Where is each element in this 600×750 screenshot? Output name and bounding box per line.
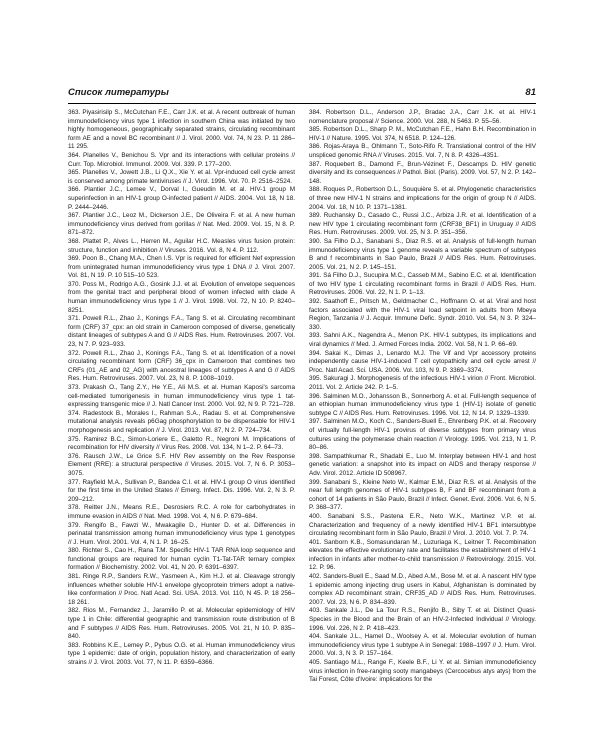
reference-entry: 403. Sankale J.L., De La Tour R.S., Renjifo B., Siby T. et al. Distinct Quasi-Species in the Blood and the Brain of an HIV-2-Infected Individual // Virology. 1996. Vol. 226, N 2. P. 418–423. <box>309 607 536 632</box>
reference-entry: 404. Sankale J.L., Hamel D., Woolsey A. et al. Molecular evolution of human immunodeficiency virus type 1 subtype A in Senegal: 1988–1997 // J. Hum. Virol. 2000. Vol. 3, N 3. P. 157–164. <box>309 633 536 658</box>
running-head <box>68 87 536 104</box>
reference-entry: 398. Sampathkumar R., Shadabi E., Luo M. Interplay between HIV-1 and host genetic variation: a snapshot into its impact on AIDS and therapy response // Adv. Virol. 2012. Article ID 508967. <box>309 452 536 477</box>
reference-entry: 387. Roquebert B., Damond F., Brun-Vézinet F., Descamps D. HIV genetic diversity and its consequences // Pathol. Biol. (Paris). 2009. Vol. 57, N 2. P. 142–148. <box>309 160 536 185</box>
reference-entry: 369. Poon B., Chang M.A., Chen I.S. Vpr is required for efficient Nef expression from unintegrated human immunodeficiency virus type 1 DNA // J. Virol. 2007. Vol. 81, N 19. P. 10 515–10 523. <box>68 255 295 280</box>
reference-entry: 397. Salminen M.O., Koch C., Sanders-Buell E., Ehrenberg P.K. et al. Recovery of virtually full-length HIV-1 provirus of diverse subtypes from primary virus cultures using the polymerase chain reaction // Virology. 1995. Vol. 213, N 1. P. 80–86. <box>309 418 536 452</box>
reference-entry: 367. Plantier J.C., Leoz M., Dickerson J.E., De Oliveira F. et al. A new human immunodeficiency virus derived from gorillas // Nat. Med. 2009. Vol. 15, N 8. P. 871–872. <box>68 212 295 237</box>
reference-entry: 375. Ramirez B.C., Simon-Loriere E., Galetto R., Negroni M. Implications of recombination for HIV diversity // Virus Res. 2008. Vol. 134, N 1–2. P. 64–73. <box>68 435 295 452</box>
reference-entry: 371. Powell R.L., Zhao J., Konings F.A., Tang S. et al. Circulating recombinant form (CRF) 37_cpx: an old strain in Cameroon composed of diverse, genetically distant lineages of subtypes A and G // AIDS Res. Hum. Retroviruses. 2007. Vol. 23, N 7. P. 923–933. <box>68 315 295 349</box>
reference-entry: 382. Rios M., Fernandez J., Jaramillo P. et al. Molecular epidemiology of HIV type 1 in Chile: differential geographic and transmission route distribution of B and F subtypes // AIDS Res. Hum. Retroviruses. 2005. Vol. 21, N 10. P. 835–840. <box>68 607 295 641</box>
reference-column-left <box>68 109 295 743</box>
reference-entry: 402. Sanders-Buell E., Saad M.D., Abed A.M., Bose M. et al. A nascent HIV type 1 epidemic among injecting drug users in Kabul, Afghanistan is dominated by complex AD recombinant strain, CRF35_AD // AIDS Res. Hum. Retroviruses. 2007. Vol. 23, N 6. P. 834–839. <box>309 573 536 606</box>
reference-entry: 364. Planelles V., Benichou S. Vpr and its interactions with cellular proteins // Curr. Top. Microbiol. Immunol. 2009. Vol. 339. P. 177–200. <box>68 151 295 168</box>
reference-column-right <box>309 109 536 743</box>
reference-entry: 389. Ruchansky D., Casado C., Russi J.C., Arbiza J.R. et al. Identification of a new HIV type 1 circulating recombinant form (CRF38_BF1) in Uruguay // AIDS Res. Hum. Retroviruses. 2009. Vol. 25, N 3. P. 351–356. <box>309 212 536 237</box>
reference-entry: 370. Poss M., Rodrigo A.G., Gosink J.J. et al. Evolution of envelope sequences from the genital tract and peripheral blood of women infected with clade A human immunodeficiency virus type 1 // J. Virol. 1998. Vol. 72, N 10. P. 8240–8251. <box>68 280 295 314</box>
reference-entry: 392. Saathoff E., Pritsch M., Geldmacher C., Hoffmann O. et al. Viral and host factors associated with the HIV-1 viral load setpoint in adults from Mbeya Region, Tanzania // J. Acquir. Immune Defic. Syndr. 2010. Vol. 54, N 3. P. 324–330. <box>309 298 536 331</box>
reference-entry: 368. Plattet P., Alves L., Herren M., Aguilar H.C. Measles virus fusion protein: structure, function and inhibition // Viruses. 2016. Vol. 8, N 4. P. 112. <box>68 237 295 254</box>
reference-entry: 394. Sakai K., Dimas J., Lenardo M.J. The Vif and Vpr accessory proteins independently cause HIV-1-induced T cell cytopathicity and cell cycle arrest // Proc. Natl Acad. Sci. USA. 2006. Vol. 103, N 9. P. 3369–3374. <box>309 349 536 374</box>
reference-entry: 388. Roques P., Robertson D.L., Souquière S. et al. Phylogenetic characteristics of three new HIV-1 N strains and implications for the origin of group N // AIDS. 2004. Vol. 18, N 10. P. 1371–1381. <box>309 186 536 211</box>
reference-entry: 399. Sanabani S., Kleine Neto W., Kalmar E.M., Diaz R.S. et al. Analysis of the near full length genomes of HIV-1 subtypes B, F and BF recombinant from a cohort of 14 patients in São Paulo, Brazil // Infect. Genet. Evol. 2006. Vol. 6, N 5. P. 368–377. <box>309 478 536 512</box>
reference-entry: 377. Rayfield M.A., Sullivan P., Bandea C.I. et al. HIV-1 group O virus identified for the first time in the United States // Emerg. Infect. Dis. 1996. Vol. 2, N 3. P. 209–212. <box>68 478 295 503</box>
reference-entry: 365. Planelles V., Jowett J.B., Li Q.X., Xie Y. et al. Vpr-induced cell cycle arrest is conserved among primate lentiviruses // J. Virol. 1996. Vol. 70. P. 2516–2524. <box>68 169 295 185</box>
reference-entry: 380. Richter S., Cao H., Rana T.M. Specific HIV-1 TAR RNA loop sequence and functional groups are required for human cyclin T1-Tat-TAR ternary complex formation // Biochemistry. 2002. Vol. 41, N 20. P. 6391–6397. <box>68 547 295 572</box>
reference-entry: 374. Radestock B., Morales I., Rahman S.A., Radau S. et al. Comprehensive mutational analysis reveals p6Gag phosphorylation to be dispensable for HIV-1 morphogenesis and replication // J. Virol. 2013. Vol. 87, N 2. P. 724–734. <box>68 409 295 434</box>
reference-entry: 396. Salminen M.O., Johansson B., Sonnerborg A. et al. Full-length sequence of an ethiopian human immunodeficiency virus type 1 (HIV-1) isolate of genetic subtype C // AIDS Res. Hum. Retroviruses. 1996. Vol. 12, N 14. P. 1329–1339. <box>309 392 536 417</box>
reference-entry: 363. Piyasirisilp S., McCutchan F.E., Carr J.K. et al. A recent outbreak of human immunodeficiency virus type 1 infection in southern China was initiated by two highly homogeneous, geographically separated strains, circulating recombinant form AE and a novel BC recombinant // J. Virol. 2000. Vol. 74, N 23. P. 11 286–11 295. <box>68 109 295 151</box>
reference-entry: 395. Sakuragi J. Morphogenesis of the infectious HIV-1 virion // Front. Microbiol. 2011. Vol. 2. Article 242. P. 1–5. <box>309 375 536 391</box>
reference-entry: 401. Sanborn K.B., Somasundaran M., Luzuriaga K., Leitner T. Recombination elevates the effective evolutionary rate and facilitates the establishment of HIV-1 infection in infants after mother-to-child transmission // Retrovirology. 2015. Vol. 12. P. 96. <box>309 538 536 572</box>
running-head-title: Список литературы <box>68 87 169 98</box>
reference-entry: 405. Santiago M.L., Range F., Keele B.F., Li Y. et al. Simian immunodeficiency virus infection in free-ranging sooty mangabeys (Cercocebus atys atys) from the Tai Forest, Côte d'Ivoire: implications for the <box>309 659 536 684</box>
reference-entry: 366. Plantier J.C., Lemee V., Dorval I., Gueudin M. et al. HIV-1 group M superinfection in an HIV-1 group O-infected patient // AIDS. 2004. Vol. 18, N 18. P. 2444–2446. <box>68 186 295 211</box>
reference-entry: 372. Powell R.L., Zhao J., Konings F.A., Tang S. et al. Identification of a novel circulating recombinant form (CRF) 36_cpx in Cameroon that combines two CRFs (01_AE and 02_AG) with ancestral lineages of subtypes A and G // AIDS Res. Hum. Retroviruses. 2007. Vol. 23, N 8. P. 1008–1019. <box>68 349 295 383</box>
page-number: 81 <box>525 87 536 98</box>
reference-entry: 379. Rengifo B., Fawzi W., Mwakagile D., Hunter D. et al. Differences in perinatal transmission among human immunodeficiency virus type 1 genotypes // J. Hum. Virol. 2001. Vol. 4, N 1. P. 16–25. <box>68 521 295 546</box>
reference-entry: 393. Sahni A.K., Nagendra A., Menon P.K. HIV-1 subtypes, its implications and viral dynamics // Med. J. Armed Forces India. 2002. Vol. 58, N 1. P. 66–69. <box>309 332 536 349</box>
reference-entry: 400. Sanabani S.S., Pastena E.R., Neto W.K., Martinez V.P. et al. Characterization and frequency of a newly identified HIV-1 BF1 intersubtype circulating recombinant form in São Paulo, Brazil // Virol. J. 2010. Vol. 7. P. 74. <box>309 512 536 538</box>
reference-entry: 376. Rausch J.W., Le Grice S.F. HIV Rev assembly on the Rev Response Element (RRE): a structural perspective // Viruses. 2015. Vol. 7, N 6. P. 3053–3075. <box>68 452 295 477</box>
reference-entry: 390. Sa Filho D.J., Sanabani S., Diaz R.S. et al. Analysis of full-length human immunodeficiency virus type 1 genome reveals a variable spectrum of subtypes B and f recombinants in Sao Paulo, Brazil // AIDS Res. Hum. Retroviruses. 2005. Vol. 21, N 2. P. 145–151. <box>309 237 536 271</box>
reference-entry: 373. Prakash O., Tang Z.Y., He Y.E., Ali M.S. et al. Human Kaposi's sarcoma cell-mediated tumorigenesis in human immunodeficiency virus type 1 tat-expressing transgenic mice // J. Natl Cancer Inst. 2000. Vol. 92, N 9. P. 721–728. <box>68 384 295 409</box>
reference-entry: 381. Ringe R.P., Sanders R.W., Yasmeen A., Kim H.J. et al. Cleavage strongly influences whether soluble HIV-1 envelope glycoprotein trimers adopt a native-like conformation // Proc. Natl Acad. Sci. USA. 2013. Vol. 110, N 45. P. 18 256–18 261. <box>68 573 295 606</box>
reference-entry: 383. Robbins K.E., Lemey P., Pybus O.G. et al. Human immunodeficiency virus type 1 epidemic: date of origin, population history, and characterization of early strains // J. Virol. 2003. Vol. 77, N 11. P. 6359–6366. <box>68 641 295 666</box>
reference-entry: 391. Sá Filho D.J., Sucupira M.C., Casseb M.M., Sabino E.C. et al. Identification of two HIV type 1 circulating recombinant forms in Brazil // AIDS Res. Hum. Retroviruses. 2006. Vol. 22, N 1. P. 1–13. <box>309 272 536 297</box>
reference-entry: 385. Robertson D.L., Sharp P. M., McCutchan F.E., Hahn B.H. Recombination in HIV-1 // Nature. 1995. Vol. 374, N 6518. P. 124–126. <box>309 126 536 142</box>
reference-entry: 384. Robertson D.L., Anderson J.P., Bradac J.A., Carr J.K. et al. HIV-1 nomenclature proposal // Science. 2000. Vol. 288, N 5463. P. 55–56. <box>309 109 536 125</box>
reference-entry: 386. Rojas-Araya B., Ohlmann T., Soto-Rifo R. Translational control of the HIV unspliced genomic RNA // Viruses. 2015. Vol. 7, N 8. P. 4326–4351. <box>309 143 536 159</box>
reference-entry: 378. Reitter J.N., Means R.E., Desrosiers R.C. A role for carbohydrates in immune evasion in AIDS // Nat. Med. 1998. Vol. 4, N 6. P. 679–684. <box>68 504 295 520</box>
